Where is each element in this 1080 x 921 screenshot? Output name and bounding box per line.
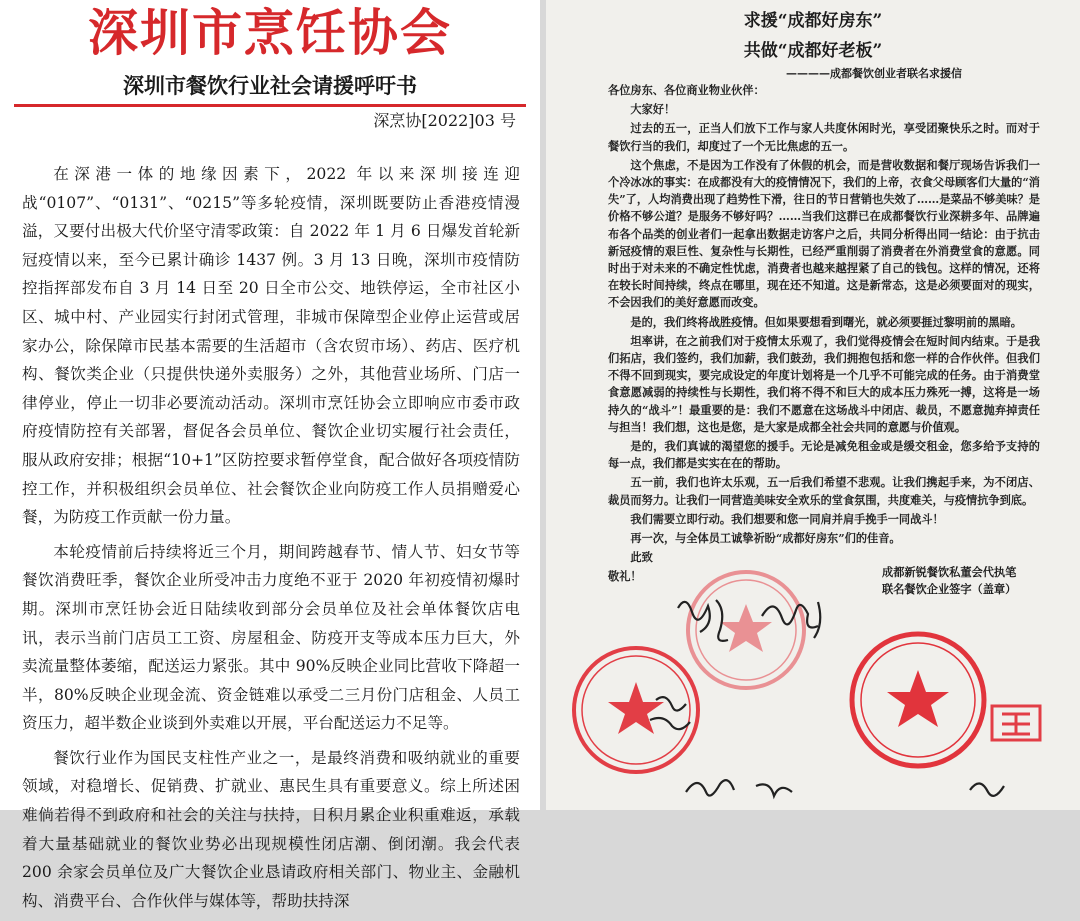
shenzhen-appeal-document <box>0 0 540 910</box>
letter-body <box>608 82 1040 588</box>
document-title: 深圳市餐饮行业社会请援呼吁书 <box>123 73 417 98</box>
letter-subtitle: ————成都餐饮创业者联名求援信 <box>786 67 962 80</box>
body-paragraph: 我们需要立即行动。我们想要和您一同肩并肩手挽手一同战斗！ <box>630 511 944 526</box>
body-paragraph: 是的，我们真诚的渴望您的援手。无论是减免租金或是缓交租金，您多给予支持的每一点，我们都是实实在在的帮助。 <box>608 439 1040 471</box>
red-divider-line <box>14 104 526 107</box>
seal-stamp <box>688 572 804 688</box>
body-paragraph: 本轮疫情前后持续将近三个月，期间跨越春节、情人节、妇女节等餐饮消费旺季，餐饮企业所受冲击力度绝不亚于 2020 年初疫情初爆时期。深圳市烹饪协会近日陆续收到部分会员单位及社会单体餐饮店电讯，表示当前门店员工工资、房屋租金、防疫开支等成本压力巨大，外卖流量整体萎缩，配送运力紧张。其中 90%反映企业同比营收下降超一半，80%反映企业现金流、资金链难以承受二三月份门店租金、人员工资压力，超半数企业谈到外卖难以开展，平台配送运力不足等。 <box>22 542 520 733</box>
closing-line: 敬礼！ <box>608 569 642 584</box>
body-paragraph: 这个焦虑，不是因为工作没有了休假的机会，而是营收数据和餐厅现场告诉我们一个冷冰冰的事实：在成都没有大的疫情情况下，我们的上帝，衣食父母顾客们大量的“消失”了，人均消费出现了趋势性下滑，往日的节日营销也失效了……是菜品不够美味？是价格不够公道？是服务不够好吗？……当我们这群已在成都餐饮行业深耕多年、品牌遍布各个品类的创业者们一起拿出数据走访客户之后，共同分析得出同一结论：由于抗击新冠疫情的艰巨性、复杂性与长期性，已经严重削弱了消费者在外消费堂食的意愿。同时出于对未来的不确定性忧虑，消费者也越来越捏紧了自己的钱包。这样的情况，还将在较长时间持续，终点在哪里，现在还不知道。这是新常态，这是必须要面对的现实，不会因我们的美好意愿而改变。 <box>608 157 1040 310</box>
seal-stamp <box>852 634 984 766</box>
seals-and-signatures <box>546 560 1080 810</box>
body-paragraph: 再一次，与全体员工诚挚祈盼“成都好房东”们的佳音。 <box>630 531 901 546</box>
signature-line: 成都新锐餐饮私董会代执笔 <box>882 565 1017 579</box>
greeting: 大家好！ <box>630 102 676 117</box>
body-paragraph: 是的，我们终将战胜疫情。但如果要想看到曙光，就必须要捱过黎明前的黑暗。 <box>630 314 1022 329</box>
closing-line: 此致 <box>630 550 653 565</box>
org-letterhead: 深圳市烹饪协会 <box>88 3 452 62</box>
body-paragraph: 在深港一体的地缘因素下，2022 年以来深圳接连迎战“0107”、“0131”、“0215”等多轮疫情，深圳既要防止香港疫情漫溢，又要付出极大代价坚守清零政策：自 2022 年 1 月 6 日爆发首轮新冠疫情以来，至今已累计确诊 1437 例。3 月 13 日晚，深圳市疫情防控指挥部发布自 3 月 14 日至 20 日全市公交、地铁停运，全市社区小区、城中村、产业园实行封闭式管理，非城市保障型企业停止运营或居家办公，除保障市民基本需要的生活超市（含农贸市场）、药店、医疗机构、餐饮类企业（只提供快递外卖服务）之外，其他营业场所、门店一律停业，停止一切非必要流动活动。深圳市烹饪协会立即响应市委市政府疫情防控有关部署，督促各会员单位、餐饮企业切实履行社会责任，服从政府安排；根据“10+1”区防控要求暂停堂食，配合做好各项疫情防控工作，并积极组织会员单位、社会餐饮企业向防疫工作人员捐赠爱心餐，为防疫工作贡献一份力量。 <box>22 165 520 527</box>
letter-heading-line2: 共做“成都好老板” <box>743 41 883 61</box>
body-paragraph: 坦率讲，在之前我们对于疫情太乐观了，我们觉得疫情会在短时间内结束。于是我们拓店，我们签约，我们加薪，我们鼓劲，我们拥抱包括和您一样的合作伙伴。但我们不得不回到现实，要完成设定的年度计划将是一个几乎不可能完成的任务。由于消费堂食意愿减弱的持续性与长期性，我们将不得不和巨大的成本压力殊死一搏，这将是一场持久的“战斗”！最重要的是：我们不愿意在这场战斗中闭店、裁员，不愿意抛弃掉责任与担当！我们想，这也是您，是大家是成都全社会共同的意愿与价值观。 <box>608 333 1040 434</box>
document-body <box>22 160 520 921</box>
body-paragraph: 过去的五一，正当人们放下工作与家人共度休闲时光，享受团聚快乐之时。而对于餐饮行当的我们，却度过了一个无比焦虑的五一。 <box>608 121 1040 153</box>
chengdu-appeal-letter <box>546 0 1080 810</box>
handwritten-signature <box>650 600 1004 796</box>
salutation: 各位房东、各位商业物业伙伴： <box>608 83 765 97</box>
document-number: 深烹协[2022]03 号 <box>373 111 516 130</box>
letter-heading-line1: 求援“成都好房东” <box>743 11 883 31</box>
body-paragraph: 五一前，我们也许太乐观，五一后我们希望不悲观。让我们携起手来，为不闭店、裁员而努力。让我们一同营造美味安全欢乐的堂食氛围，共度难关，与疫情抗争到底。 <box>608 475 1040 507</box>
seal-stamp <box>992 706 1040 740</box>
body-paragraph: 餐饮行业作为国民支柱性产业之一，是最终消费和吸纳就业的重要领域，对稳增长、促销费、扩就业、惠民生具有重要意义。综上所述困难倘若得不到政府和社会的关注与扶持，日积月累企业积重难返，承载着大量基础就业的餐饮业势必出现规模性闭店潮、倒闭潮。我会代表 200 余家会员单位及广大餐饮企业恳请政府相关部门、物业主、金融机构、消费平台、合作伙伴与媒体等，帮助扶持深 <box>22 748 520 910</box>
signature-line: 联名餐饮企业签字（盖章） <box>882 582 1017 596</box>
